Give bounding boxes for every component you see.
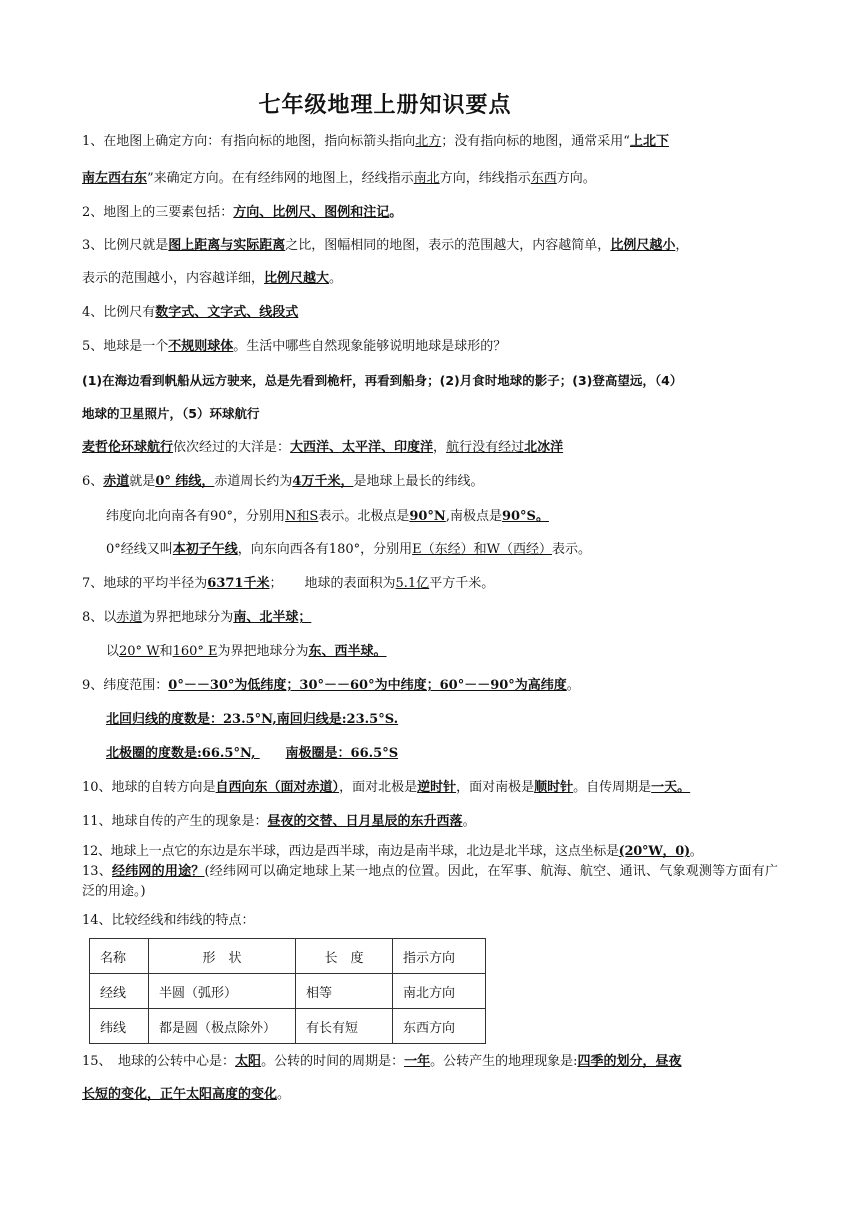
point-12: 12、地球上一点它的东边是东半球，西边是西半球，南边是南半球，北边是北半球，这点坐标是(20°W，0)。 — [82, 844, 703, 859]
point-2: 2、地图上的三要素包括：方向、比例尺、图例和注记。 — [82, 205, 403, 220]
table-cell: 相等 — [296, 974, 393, 1009]
evidence-line-1: (1)在海边看到帆船从远方驶来，总是先看到桅杆，再看到船身；(2)月食时地球的影子；(3)登高望远，（4） — [82, 373, 683, 388]
point-1-line-1: 1、在地图上确定方向：有指向标的地图，指向标箭头指向北方；没有指向标的地图，通常采用“上北下 — [82, 134, 669, 149]
evidence-line-2: 地球的卫星照片，（5）环球航行 — [82, 406, 260, 421]
point-9: 9、纬度范围：0°－－30°为低纬度；30°－－60°为中纬度；60°－－90°为高纬度。 — [82, 678, 580, 693]
table-cell: 都是圆（极点除外） — [149, 1009, 296, 1044]
magellan-line: 麦哲伦环球航行依次经过的大洋是：大西洋、太平洋、印度洋，航行没有经过北冰洋 — [82, 440, 564, 455]
table-cell: 半圆（弧形） — [149, 974, 296, 1009]
point-4: 4、比例尺有数字式、文字式、线段式 — [82, 305, 299, 320]
page-title: 七年级地理上册知识要点 — [258, 93, 512, 118]
point-15-line-2: 长短的变化，正午太阳高度的变化。 — [82, 1087, 291, 1102]
table-cell: 纬线 — [90, 1009, 149, 1044]
comparison-table — [89, 938, 486, 1044]
table-cell: 南北方向 — [393, 974, 486, 1009]
table-row — [90, 974, 486, 1009]
point-5: 5、地球是一个不规则球体。生活中哪些自然现象能够说明地球是球形的？ — [82, 339, 507, 354]
point-7: 7、地球的平均半径为6371千米； 地球的表面积为5.1亿平方千米。 — [82, 576, 495, 591]
point-15-line-1: 15、 地球的公转中心是：太阳。公转的时间的周期是：一年。公转产生的地理现象是:四季的划分，昼夜 — [82, 1054, 682, 1069]
point-13: 13、经纬网的用途？(经纬网可以确定地球上某一地点的位置。因此，在军事、航海、航空、通讯、气象观测等方面有广泛的用途。) — [82, 864, 778, 899]
table-cell: 有长有短 — [296, 1009, 393, 1044]
point-1-line-2: 南左西右东”来确定方向。在有经纬网的地图上，经线指示南北方向，纬线指示东西方向。 — [82, 171, 596, 186]
point-3-line-1: 3、比例尺就是图上距离与实际距离之比，图幅相同的地图，表示的范围越大，内容越简单，比例尺越小， — [82, 238, 689, 253]
point-9-polar-circles: 北极圈的度数是:66.5°N, 南极圈是：66.5°S — [106, 746, 399, 761]
table-header-cell: 形 状 — [149, 939, 296, 974]
table-header-cell: 名称 — [90, 939, 149, 974]
table-header-row — [90, 939, 486, 974]
point-8-hemispheres: 以20° W和160° E为界把地球分为东、西半球。 — [106, 644, 387, 659]
point-11: 11、地球自传的产生的现象是：昼夜的交替、日月星辰的东升西落。 — [82, 814, 476, 829]
point-6: 6、赤道就是0° 纬线，赤道周长约为4万千米，是地球上最长的纬线。 — [82, 474, 484, 489]
table-cell: 经线 — [90, 974, 149, 1009]
point-6-longitude: 0°经线又叫本初子午线，向东向西各有180°，分别用E（东经）和W（西经）表示。 — [106, 542, 591, 557]
point-10: 10、地球的自转方向是自西向东（面对赤道），面对北极是逆时针，面对南极是顺时针。自传周期是一天。 — [82, 780, 691, 795]
point-3-line-2: 表示的范围越小，内容越详细，比例尺越大。 — [82, 271, 343, 286]
point-9-tropics: 北回归线的度数是：23.5°N,南回归线是:23.5°S. — [106, 712, 399, 727]
point-8: 8、以赤道为界把地球分为南、北半球； — [82, 610, 312, 625]
point-6-latitude: 纬度向北向南各有90°，分别用N和S表示。北极点是90°N,南极点是90°S。 — [106, 509, 549, 524]
table-header-cell: 长 度 — [296, 939, 393, 974]
table-header-cell: 指示方向 — [393, 939, 486, 974]
point-14: 14、比较经线和纬线的特点： — [82, 913, 255, 928]
table-cell: 东西方向 — [393, 1009, 486, 1044]
table-row — [90, 1009, 486, 1044]
